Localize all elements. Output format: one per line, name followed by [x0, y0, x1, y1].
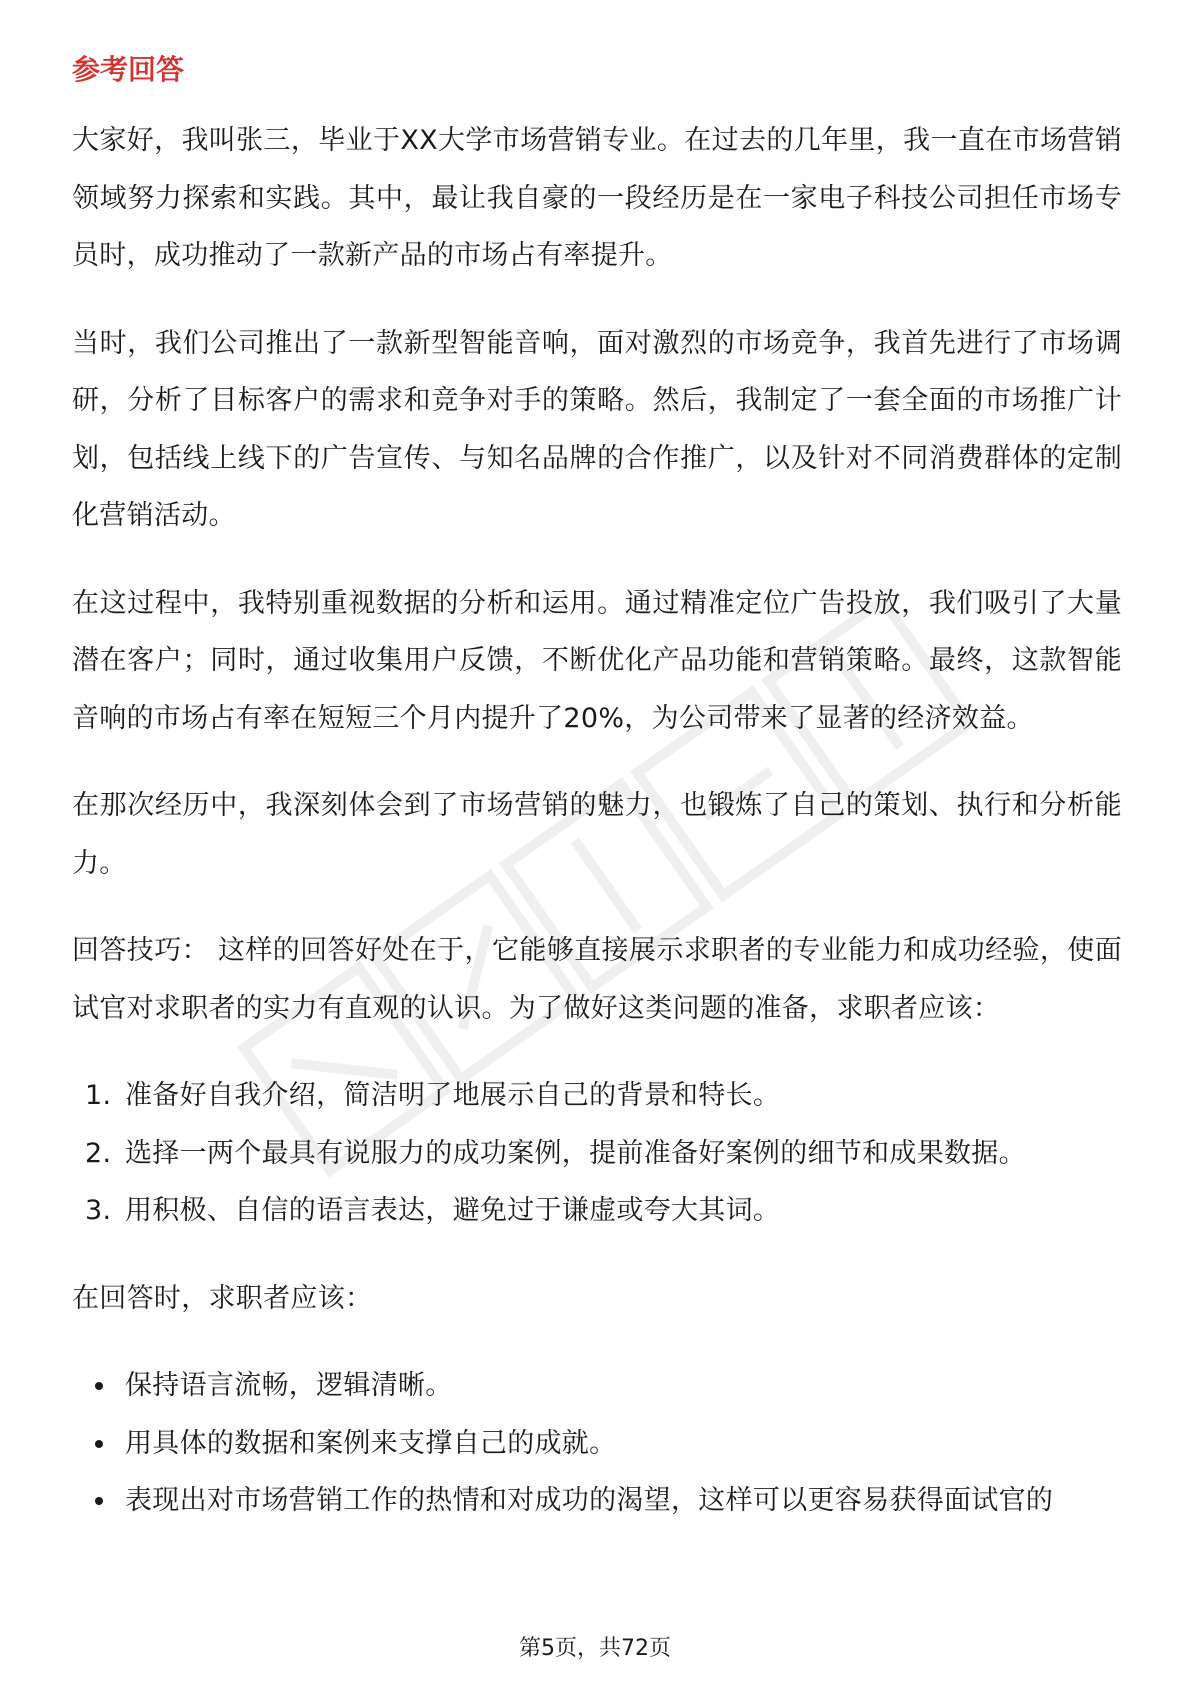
list-number: 3.	[85, 1195, 112, 1226]
list-item	[72, 1357, 1122, 1415]
list-item	[72, 1125, 1122, 1183]
bullet-icon	[95, 1440, 103, 1448]
paragraph-background: 当时，我们公司推出了一款新型智能音响，面对激烈的市场竞争，我首先进行了市场调研，分析了目标客户的需求和竞争对手的策略。然后，我制定了一套全面的市场推广计划，包括线上线下的广告宣传、与知名品牌的合作推广，以及针对不同消费群体的定制化营销活动。	[72, 327, 1122, 531]
list-number: 1.	[85, 1080, 112, 1111]
page-footer: 第5页，共72页	[519, 1636, 671, 1661]
list-number: 2.	[85, 1137, 112, 1169]
paragraph-intro: 大家好，我叫张三，毕业于XX大学市场营销专业。在过去的几年里，我一直在市场营销领域努力探索和实践。其中，最让我自豪的一段经历是在一家电子科技公司担任市场专员时，成功推动了一款新产品的市场占有率提升。	[72, 125, 1122, 271]
list-item	[72, 1415, 1122, 1473]
section-heading: 参考回答	[72, 53, 185, 86]
document-page	[72, 50, 1122, 1560]
list-item	[72, 1182, 1122, 1240]
paragraph-reflection: 在那次经历中，我深刻体会到了市场营销的魅力，也锻炼了自己的策划、执行和分析能力。	[72, 790, 1122, 879]
paragraph-tips: 回答技巧： 这样的回答好处在于，它能够直接展示求职者的专业能力和成功经验，使面试官对求职者的实力有直观的认识。为了做好这类问题的准备，求职者应该：	[72, 935, 1122, 1024]
list-item	[72, 1472, 1122, 1530]
list-item-text: 用积极、自信的语言表达，避免过于谦虚或夸大其词。	[125, 1195, 781, 1226]
bullet-icon	[95, 1497, 103, 1505]
list-item-text: 用具体的数据和案例来支撑自己的成就。	[125, 1427, 617, 1459]
bullet-icon	[95, 1382, 103, 1390]
list-item-text: 保持语言流畅，逻辑清晰。	[125, 1370, 453, 1401]
list-item-text: 选择一两个最具有说服力的成功案例，提前准备好案例的细节和成果数据。	[125, 1137, 1026, 1169]
list-item	[72, 1067, 1122, 1125]
paragraph-data-analysis: 在这过程中，我特别重视数据的分析和运用。通过精准定位广告投放，我们吸引了大量潜在客户；同时，通过收集用户反馈，不断优化产品功能和营销策略。最终，这款智能音响的市场占有率在短短三个月内提升了20%，为公司带来了显著的经济效益。	[72, 587, 1122, 734]
list-item-text: 表现出对市场营销工作的热情和对成功的渴望，这样可以更容易获得面试官的	[125, 1485, 1054, 1516]
list-item-text: 准备好自我介绍，简洁明了地展示自己的背景和特长。	[125, 1080, 781, 1111]
paragraph-lead-in: 在回答时，求职者应该：	[72, 1282, 373, 1314]
bullet-list	[72, 1357, 1122, 1530]
numbered-list	[72, 1067, 1122, 1240]
